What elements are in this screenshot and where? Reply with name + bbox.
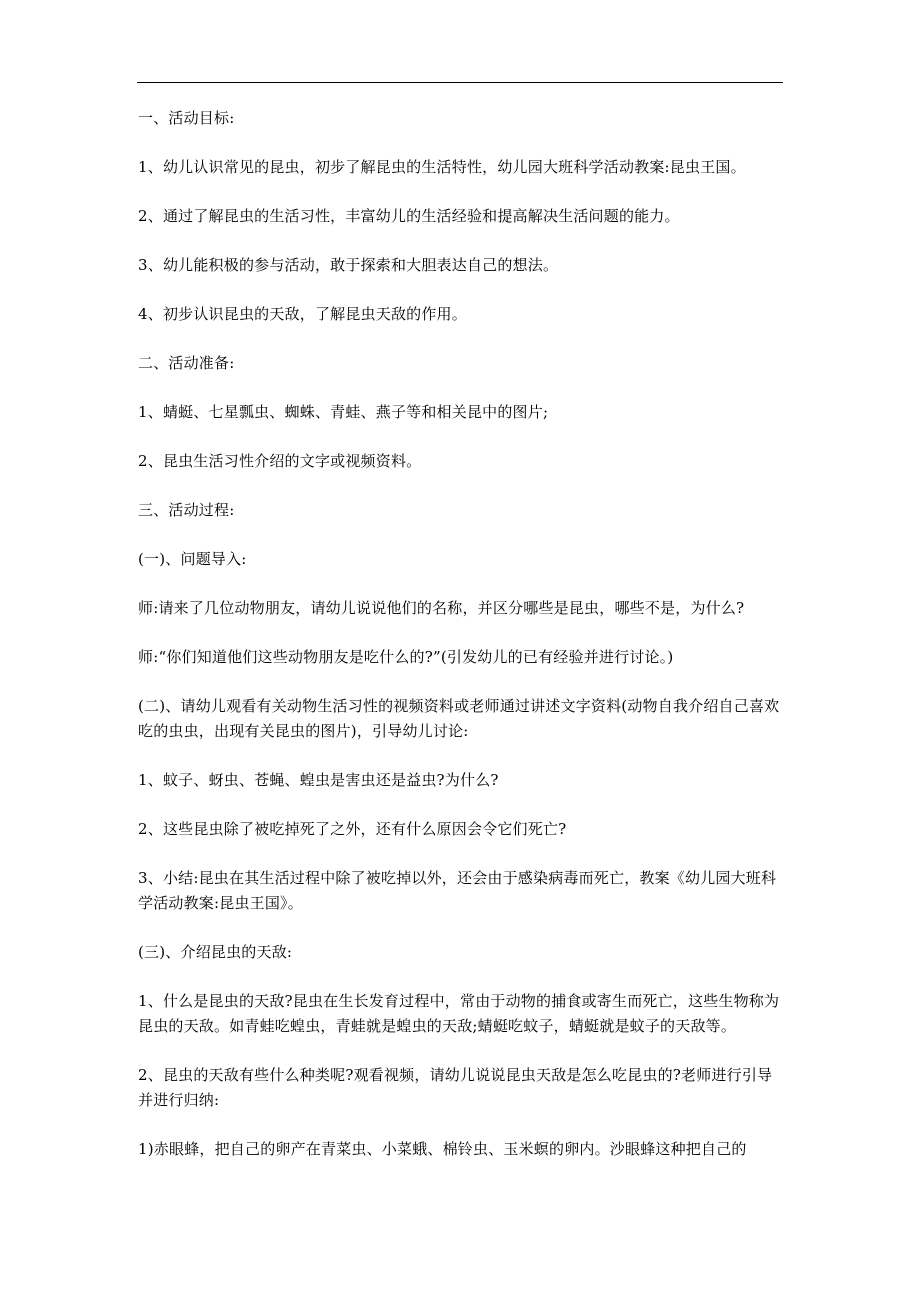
subsection-heading-3: (三)、介绍昆虫的天敌: — [138, 943, 293, 961]
section-heading-preparation: 二、活动准备: — [138, 354, 235, 372]
goal-item-1: 1、幼儿认识常见的昆虫，初步了解昆虫的生活特性，幼儿园大班科学活动教案:昆虫王国。 — [138, 158, 746, 176]
preparation-item-2: 2、昆虫生活习性介绍的文字或视频资料。 — [138, 452, 422, 470]
goal-item-3: 3、幼儿能积极的参与活动，敢于探索和大胆表达自己的想法。 — [138, 256, 559, 274]
goal-item-2: 2、通过了解昆虫的生活习性，丰富幼儿的生活经验和提高解决生活问题的能力。 — [138, 207, 680, 225]
discussion-item-1: 1、蚊子、蚜虫、苍蝇、蝗虫是害虫还是益虫?为什么? — [138, 771, 499, 789]
section-heading-process: 三、活动过程: — [138, 501, 235, 519]
subsection-heading-1: (一)、问题导入: — [138, 550, 247, 568]
enemy-subitem-1: 1)赤眼蜂，把自己的卵产在青菜虫、小菜蛾、棉铃虫、玉米螟的卵内。沙眼蜂这种把自己的 — [138, 1140, 747, 1158]
enemy-item-1: 1、什么是昆虫的天敌?昆虫在生长发育过程中，常由于动物的捕食或寄生而死亡，这些生物称为昆虫的天敌。如青蛙吃蝗虫，青蛙就是蝗虫的天敌;蜻蜓吃蚊子，蜻蜓就是蚊子的天敌等。 — [138, 992, 780, 1035]
subsection-heading-2: (二)、请幼儿观看有关动物生活习性的视频资料或老师通过讲述文字资料(动物自我介绍自己喜欢吃的虫虫，出现有关昆虫的图片)，引导幼儿讨论: — [138, 697, 780, 740]
teacher-line-1: 师:请来了几位动物朋友，请幼儿说说他们的名称，并区分哪些是昆虫，哪些不是，为什么? — [138, 599, 745, 617]
discussion-summary: 3、小结:昆虫在其生活过程中除了被吃掉以外，还会由于感染病毒而死亡，教案《幼儿园大班科学活动教案:昆虫王国》。 — [138, 869, 777, 912]
teacher-line-2: 师:“你们知道他们这些动物朋友是吃什么的?”(引发幼儿的已有经验并进行讨论。) — [138, 648, 674, 666]
enemy-item-2: 2、昆虫的天敌有些什么种类呢?观看视频，请幼儿说说昆虫天敌是怎么吃昆虫的?老师进行引导并进行归纳: — [138, 1066, 773, 1109]
preparation-item-1: 1、蜻蜓、七星瓢虫、蜘蛛、青蛙、燕子等和相关昆中的图片; — [138, 403, 549, 421]
discussion-item-2: 2、这些昆虫除了被吃掉死了之外，还有什么原因会令它们死亡? — [138, 820, 567, 838]
header-rule — [137, 82, 783, 83]
document-body — [138, 106, 784, 1186]
goal-item-4: 4、初步认识昆虫的天敌，了解昆虫天敌的作用。 — [138, 305, 467, 323]
section-heading-goals: 一、活动目标: — [138, 109, 235, 127]
